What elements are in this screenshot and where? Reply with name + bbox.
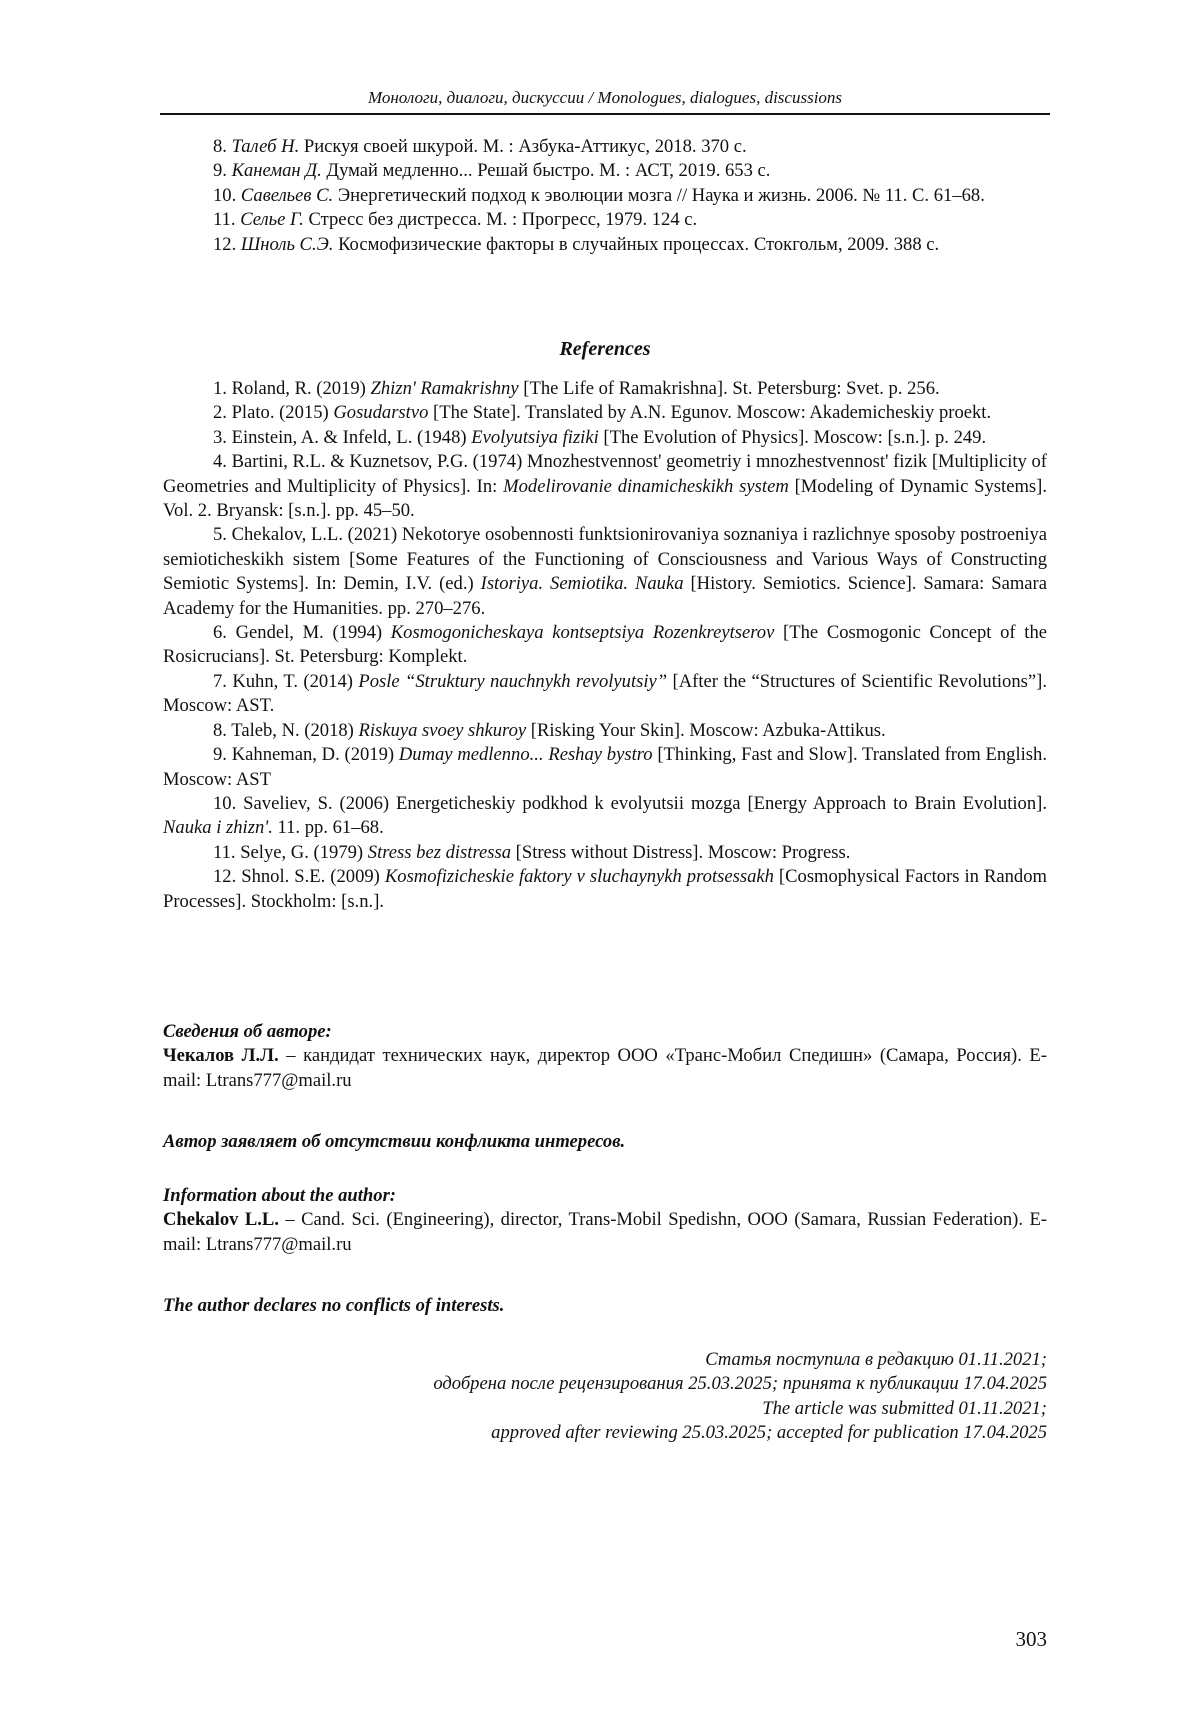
ref-item: 2. Plato. (2015) Gosudarstvo [The State]. Translated by A.N. Egunov. Moscow: Akademicheskiy proekt. xyxy=(213,402,992,424)
ru-ref-author: Канеман Д. xyxy=(231,160,322,182)
ru-ref-author: Селье Г. xyxy=(240,209,304,231)
ref-item: 12. Shnol. S.E. (2009) Kosmofizicheskie faktory v sluchaynykh protsessakh [Cosmophysical Factors in Random Processes]. Stockholm: [s.n.]. xyxy=(163,866,1047,912)
conflict-ru xyxy=(163,1130,1047,1154)
ref-item: 3. Einstein, A. & Infeld, L. (1948) Evolyutsiya fiziki [The Evolution of Physics]. Moscow: [s.n.]. p. 249. xyxy=(213,426,987,448)
ru-ref-author: Савельев С. xyxy=(240,184,334,206)
ref-item: 10. Saveliev, S. (2006) Energeticheskiy podkhod k evolyutsii mozga [Energy Approach to Brain Evolution]. Nauka i zhizn'. 11. pp. 61–68. xyxy=(163,792,1047,839)
ref-item: 8. Taleb, N. (2018) Riskuya svoey shkuroy [Risking Your Skin]. Moscow: Azbuka-Attikus. xyxy=(213,719,886,741)
author-heading-ru: Сведения об авторе: xyxy=(163,1021,332,1042)
references-title: References xyxy=(559,338,651,360)
ru-ref-item: 10. Савельев С. Энергетический подход к эволюции мозга // Наука и жизнь. 2006. № 11. С. 61–68. xyxy=(213,184,985,206)
author-bio-ru: Чекалов Л.Л. – кандидат технических наук, директор ООО «Транс-Мобил Спедишн» (Самара, Россия). E-mail: Ltrans777@mail.ru xyxy=(163,1045,1047,1091)
article-dates xyxy=(163,1348,1047,1446)
conflict-en xyxy=(163,1294,1047,1318)
ref-item: 6. Gendel, M. (1994) Kosmogonicheskaya kontseptsiya Rozenkreytserov [The Cosmogonic Concept of the Rosicrucians]. St. Petersburg: Komplekt. xyxy=(163,622,1048,668)
date-line: approved after reviewing 25.03.2025; accepted for publication 17.04.2025 xyxy=(491,1422,1047,1444)
page-number: 303 xyxy=(1015,1627,1047,1651)
author-name-en: Chekalov L.L. xyxy=(163,1209,279,1231)
conflict-statement-ru: Автор заявляет об отсутствии конфликта интересов. xyxy=(163,1131,626,1152)
ru-ref-author: Шноль С.Э. xyxy=(240,233,334,255)
ref-item: 4. Bartini, R.L. & Kuznetsov, P.G. (1974) Mnozhestvennost' geometriy i mnozhestvennost' fizik [Multiplicity of Geometries and Multiplicity of Physics]. In: Modelirovanie dinamicheskikh system [Modeling of Dynamic Systems]. Vol. 2. Bryansk: [s.n.]. pp. 45–50. xyxy=(163,451,1047,522)
ref-item: 11. Selye, G. (1979) Stress bez distressa [Stress without Distress]. Moscow: Progress. xyxy=(213,841,851,863)
conflict-statement-en: The author declares no conflicts of interests. xyxy=(163,1295,505,1316)
author-info-en xyxy=(163,1184,1047,1257)
russian-reference-list xyxy=(163,135,1047,257)
ru-ref-author: Талеб Н. xyxy=(231,136,300,157)
ru-ref-item: 9. Канеман Д. Думай медленно... Решай быстро. М. : АСТ, 2019. 653 с. xyxy=(213,160,771,182)
ref-item: 5. Chekalov, L.L. (2021) Nekotorye osobennosti funktsionirovaniya soznaniya i razlichnye sposoby postroeniya semioticheskikh sistem [Some Features of the Functioning of Consciousness and Various Ways of Constructing Semiotic Systems]. In: Demin, I.V. (ed.) Istoriya. Semiotika. Nauka [History. Semiotics. Science]. Samara: Samara Academy for the Humanities. pp. 270–276. xyxy=(163,524,1047,619)
date-line: Статья поступила в редакцию 01.11.2021; xyxy=(705,1349,1047,1370)
ref-item: 9. Kahneman, D. (2019) Dumay medlenno... Reshay bystro [Thinking, Fast and Slow]. Translated from English. Moscow: AST xyxy=(163,744,1047,790)
running-header: Монологи, диалоги, дискуссии / Monologues, dialogues, discussions xyxy=(367,88,843,107)
author-info-ru xyxy=(163,1020,1047,1093)
header-rule xyxy=(160,113,1050,115)
ru-ref-item: 11. Селье Г. Стресс без дистресса. М. : Прогресс, 1979. 124 с. xyxy=(213,209,698,231)
date-line: The article was submitted 01.11.2021; xyxy=(762,1397,1047,1419)
author-name-ru: Чекалов Л.Л. xyxy=(163,1045,279,1067)
ref-item: 7. Kuhn, T. (2014) Posle “Struktury nauchnykh revolyutsiy” [After the “Structures of Scientific Revolutions”]. Moscow: AST. xyxy=(163,670,1047,717)
ru-ref-item: 8. Талеб Н. Рискуя своей шкурой. М. : Азбука-Аттикус, 2018. 370 с. xyxy=(213,136,747,157)
english-reference-list xyxy=(163,377,1047,914)
date-line: одобрена после рецензирования 25.03.2025; принята к публикации 17.04.2025 xyxy=(433,1373,1047,1395)
ru-ref-item: 12. Шноль С.Э. Космофизические факторы в случайных процессах. Стокгольм, 2009. 388 с. xyxy=(213,233,940,255)
author-heading-en: Information about the author: xyxy=(163,1185,397,1206)
references-section xyxy=(163,336,1047,362)
author-bio-en: Chekalov L.L. – Cand. Sci. (Engineering), director, Trans-Mobil Spedishn, OOO (Samara, Russian Federation). E-mail: Ltrans777@mail.ru xyxy=(163,1209,1047,1255)
ref-item: 1. Roland, R. (2019) Zhizn' Ramakrishny [The Life of Ramakrishna]. St. Petersburg: Svet. p. 256. xyxy=(213,378,940,399)
